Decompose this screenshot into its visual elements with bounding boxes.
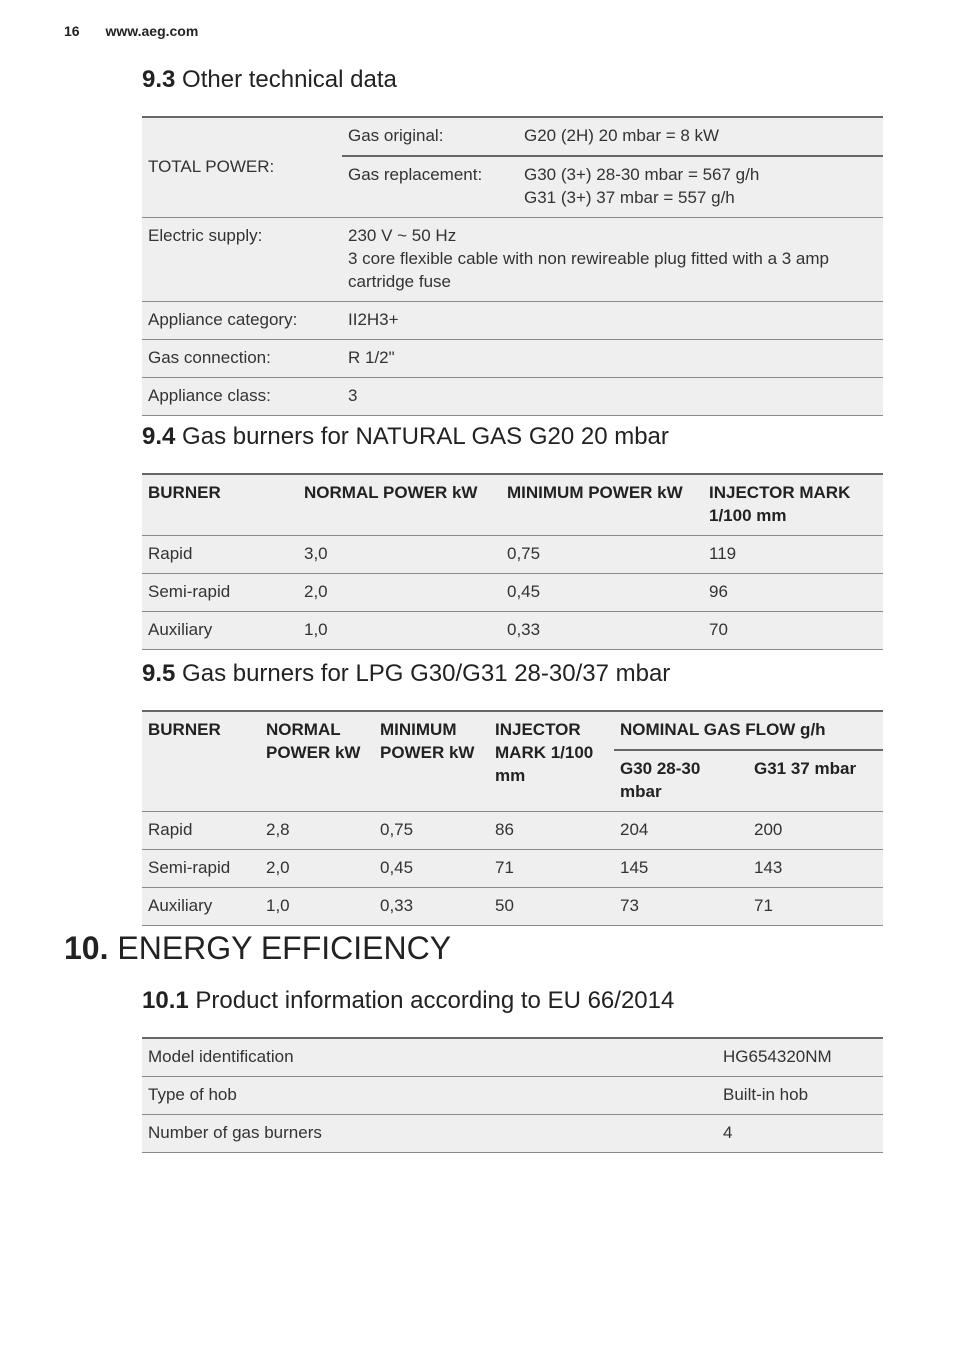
other-technical-data-table (142, 116, 883, 416)
section-title-text: Gas burners for LPG G30/G31 28-30/37 mbar (182, 660, 671, 687)
table-cell: 143 (748, 850, 883, 888)
section-number: 10.1 (142, 987, 189, 1014)
table-row (142, 1038, 883, 1077)
table-cell: Rapid (142, 812, 260, 850)
table-row (142, 1077, 883, 1115)
column-header: INJECTOR MARK 1/100 mm (703, 474, 883, 536)
table-cell: Auxiliary (142, 612, 298, 650)
table-row (142, 850, 883, 888)
section-title-text: Gas burners for NATURAL GAS G20 20 mbar (182, 423, 669, 450)
table-cell: 4 (717, 1115, 883, 1153)
table-cell: 119 (703, 536, 883, 574)
table-row (142, 536, 883, 574)
column-group-header: NOMINAL GAS FLOW g/h (614, 711, 883, 750)
table-row (142, 378, 883, 416)
section-number: 9.4 (142, 423, 176, 450)
table-row (142, 117, 883, 156)
section-title-10-1 (142, 987, 674, 1015)
table-cell: Model identification (142, 1038, 717, 1077)
table-cell: Appliance category: (142, 302, 342, 340)
table-cell: 3 (342, 378, 883, 416)
table-row (142, 812, 883, 850)
natural-gas-burners-table (142, 473, 883, 650)
section-title-9-4 (142, 423, 669, 451)
table-cell: Gas replacement: (342, 156, 518, 218)
cell-line: 3 core flexible cable with non rewireable plug fitted with a 3 amp cartridge fuse (348, 249, 829, 291)
cell-line: 230 V ~ 50 Hz (348, 226, 457, 245)
table-cell: 3,0 (298, 536, 501, 574)
table-cell: Gas connection: (142, 340, 342, 378)
page-number: 16 (64, 23, 80, 39)
table-cell: Number of gas burners (142, 1115, 717, 1153)
table-cell: 1,0 (260, 888, 374, 926)
chapter-title-text: ENERGY EFFICIENCY (117, 930, 452, 966)
table-cell: 73 (614, 888, 748, 926)
column-header: BURNER (142, 711, 260, 812)
table-row (142, 340, 883, 378)
table-cell: Auxiliary (142, 888, 260, 926)
table-cell: Semi-rapid (142, 574, 298, 612)
section-title-text: Product information according to EU 66/2014 (195, 987, 675, 1014)
chapter-number: 10. (64, 930, 109, 966)
table-cell: Appliance class: (142, 378, 342, 416)
table-cell: Electric supply: (142, 218, 342, 302)
table-row (142, 1115, 883, 1153)
table-cell: 145 (614, 850, 748, 888)
table-cell: 96 (703, 574, 883, 612)
section-title-text: Other technical data (182, 66, 397, 93)
table-cell: 204 (614, 812, 748, 850)
table-cell: 0,45 (374, 850, 489, 888)
table-row (142, 302, 883, 340)
table-cell: 2,8 (260, 812, 374, 850)
column-header: NORMAL POWER kW (260, 711, 374, 812)
table-cell: Gas original: (342, 117, 518, 156)
column-header: NORMAL POWER kW (298, 474, 501, 536)
table-cell: TOTAL POWER: (142, 117, 342, 218)
product-information-table (142, 1037, 883, 1153)
table-cell: 2,0 (260, 850, 374, 888)
table-cell: 0,33 (501, 612, 703, 650)
table-cell: II2H3+ (342, 302, 883, 340)
section-title-9-3 (142, 66, 397, 94)
table-cell: 0,45 (501, 574, 703, 612)
section-number: 9.5 (142, 660, 176, 687)
table-cell: HG654320NM (717, 1038, 883, 1077)
table-row (142, 574, 883, 612)
table-cell: 0,75 (501, 536, 703, 574)
table-cell: 0,33 (374, 888, 489, 926)
column-header: MINIMUM POWER kW (501, 474, 703, 536)
lpg-burners-table (142, 710, 883, 926)
table-header-row (142, 474, 883, 536)
table-cell: 86 (489, 812, 614, 850)
table-header-row (142, 711, 883, 750)
table-cell: 71 (489, 850, 614, 888)
table-cell: 50 (489, 888, 614, 926)
table-cell: 0,75 (374, 812, 489, 850)
table-cell: 71 (748, 888, 883, 926)
table-row (142, 888, 883, 926)
table-cell: Built-in hob (717, 1077, 883, 1115)
table-cell: Type of hob (142, 1077, 717, 1115)
table-cell (342, 218, 883, 302)
section-number: 9.3 (142, 66, 176, 93)
table-row (142, 612, 883, 650)
table-cell: R 1/2" (342, 340, 883, 378)
website-url[interactable]: www.aeg.com (105, 23, 199, 39)
table-row (142, 218, 883, 302)
chapter-title-10 (64, 930, 451, 967)
table-cell: 200 (748, 812, 883, 850)
table-cell: 2,0 (298, 574, 501, 612)
column-header: BURNER (142, 474, 298, 536)
page-header (64, 23, 198, 39)
cell-line: G30 (3+) 28-30 mbar = 567 g/h (524, 165, 760, 184)
column-header: INJECTOR MARK 1/100 mm (489, 711, 614, 812)
column-header: MINIMUM POWER kW (374, 711, 489, 812)
table-cell: G20 (2H) 20 mbar = 8 kW (518, 117, 883, 156)
column-header: G30 28-30 mbar (614, 750, 748, 812)
table-cell: 70 (703, 612, 883, 650)
cell-line: G31 (3+) 37 mbar = 557 g/h (524, 188, 735, 207)
column-header: G31 37 mbar (748, 750, 883, 812)
section-title-9-5 (142, 660, 670, 688)
table-cell: Rapid (142, 536, 298, 574)
table-cell: 1,0 (298, 612, 501, 650)
table-cell (518, 156, 883, 218)
table-cell: Semi-rapid (142, 850, 260, 888)
